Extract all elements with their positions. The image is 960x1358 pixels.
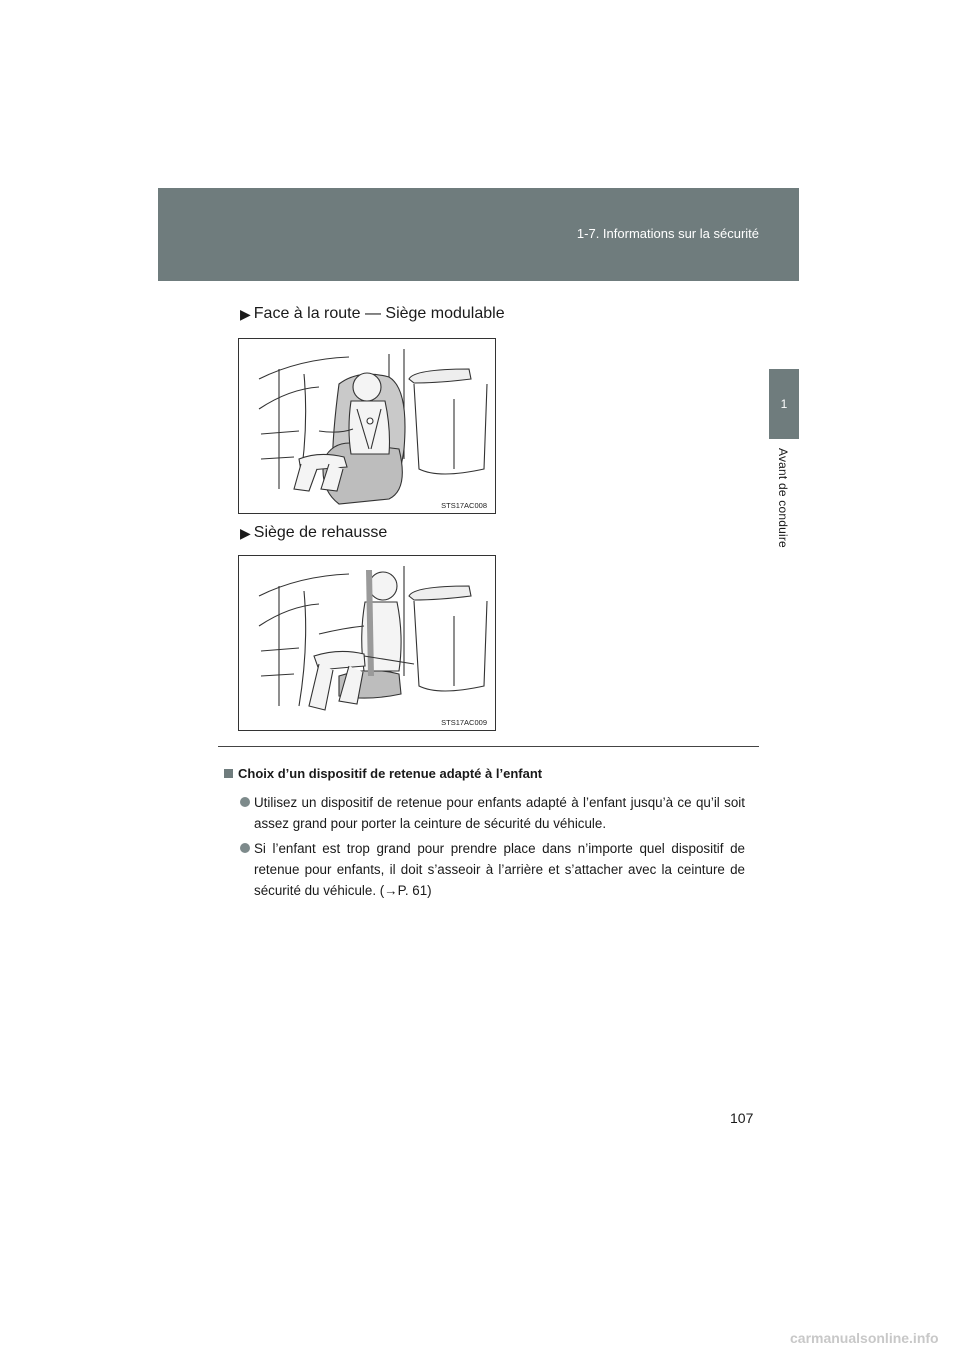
footer-watermark: carmanualsonline.info bbox=[790, 1330, 939, 1346]
booster-seat-illustration bbox=[239, 556, 495, 730]
chapter-label-text: Avant de conduire bbox=[776, 448, 790, 548]
figure-1-heading bbox=[240, 305, 505, 323]
figure-1-heading-text: Face à la route — Siège modulable bbox=[253, 305, 505, 322]
page-number: 107 bbox=[730, 1110, 754, 1126]
figure-2-code: STS17AC009 bbox=[441, 718, 487, 727]
note-bullet-2-text: Si l’enfant est trop grand pour prendre place dans n’importe quel dispositif de retenue pour enfants, il doit s’asseoir à l’arrière et s’attacher avec la ceinture de sécurité du véhicule. (→P. 61) bbox=[254, 841, 745, 898]
chapter-tab bbox=[769, 369, 799, 439]
header-band bbox=[158, 188, 799, 281]
note-title-text: Choix d’un dispositif de retenue adapté à l’enfant bbox=[238, 766, 543, 781]
note-bullet-2 bbox=[240, 838, 745, 901]
section-divider bbox=[218, 746, 759, 747]
chapter-number: 1 bbox=[780, 397, 788, 411]
note-title bbox=[224, 766, 542, 781]
forward-facing-convertible-seat-illustration bbox=[239, 339, 495, 513]
figure-2-heading bbox=[240, 524, 387, 542]
triangle-right-icon: ▶ bbox=[240, 305, 251, 322]
triangle-right-icon: ▶ bbox=[240, 524, 251, 541]
square-icon bbox=[224, 769, 233, 778]
figure-1-code: STS17AC008 bbox=[441, 501, 487, 510]
section-title: 1-7. Informations sur la sécurité bbox=[576, 226, 759, 241]
figure-1-illustration bbox=[238, 338, 496, 514]
figure-2-heading-text: Siège de rehausse bbox=[253, 524, 388, 541]
note-bullet-1 bbox=[240, 792, 745, 834]
circle-bullet-icon bbox=[240, 843, 250, 853]
chapter-label bbox=[772, 448, 796, 568]
figure-2-illustration bbox=[238, 555, 496, 731]
circle-bullet-icon bbox=[240, 797, 250, 807]
note-bullet-1-text: Utilisez un dispositif de retenue pour enfants adapté à l’enfant jusqu’à ce qu’il soit assez grand pour porter la ceinture de sécurité du véhicule. bbox=[254, 795, 745, 831]
